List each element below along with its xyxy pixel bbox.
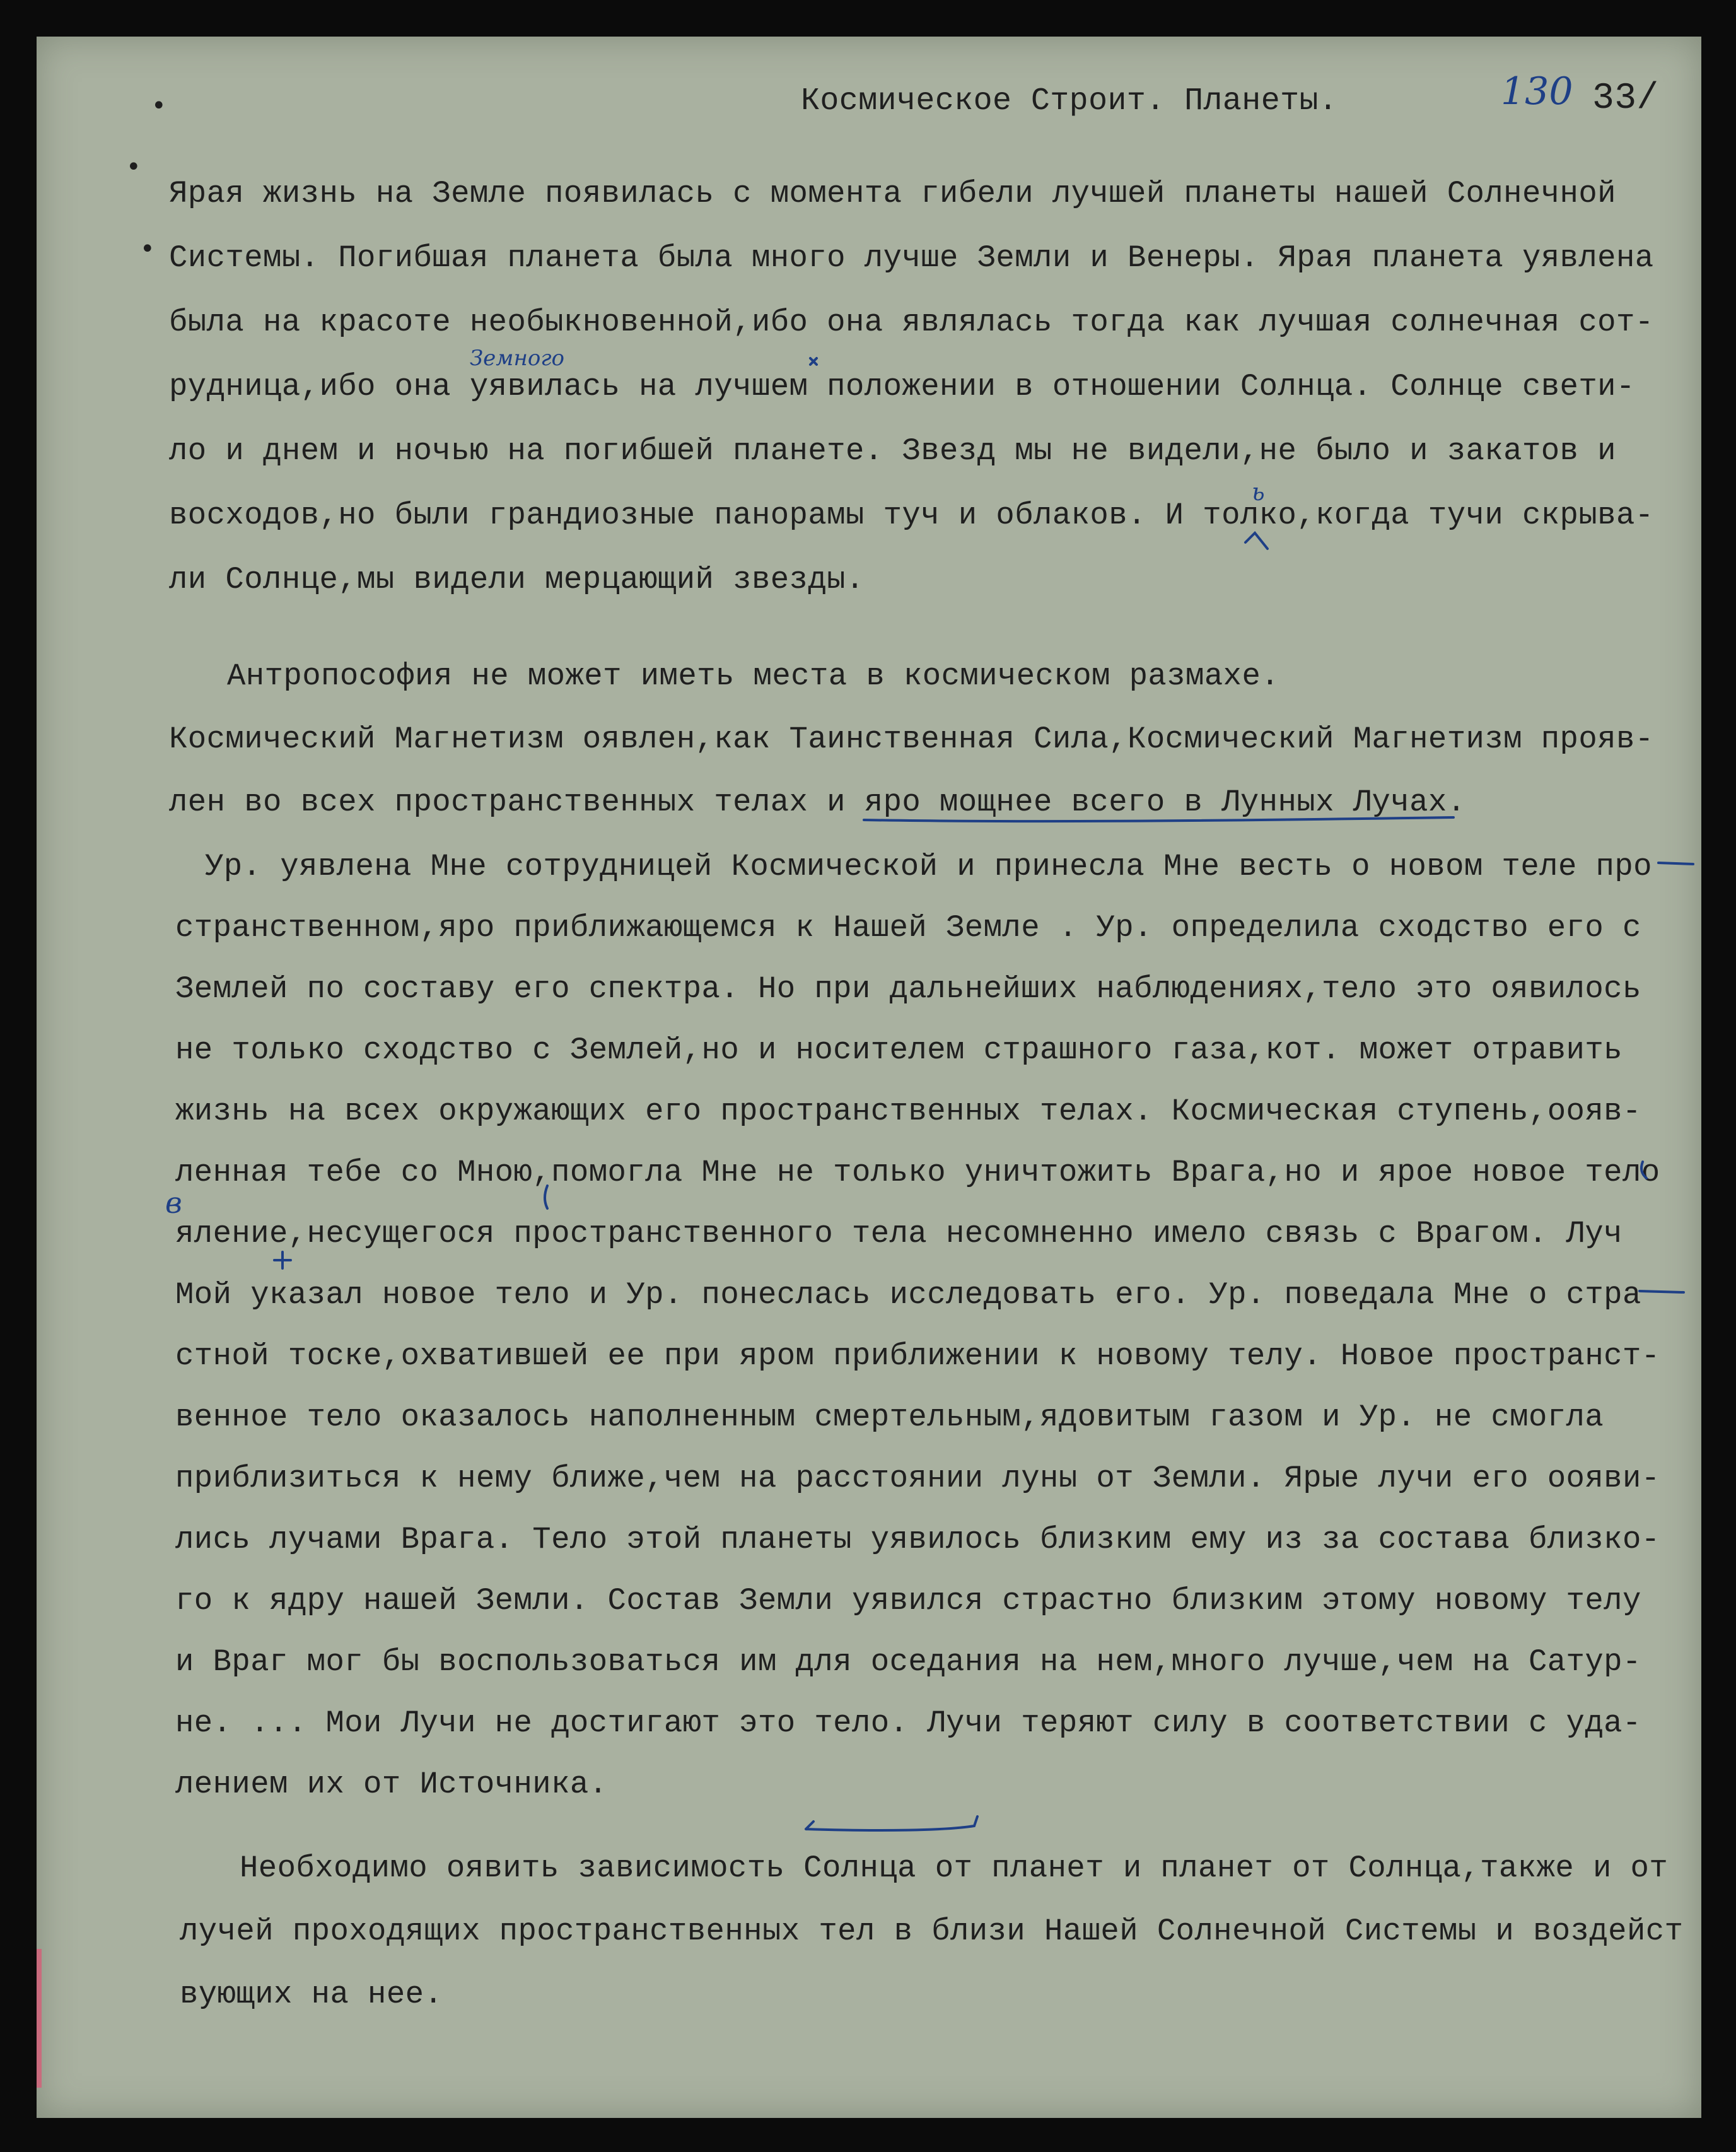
text-line: Космический Магнетизм оявлен,как Таинственная Сила,Космический Магнетизм прояв- — [169, 722, 1654, 757]
text-line: приблизиться к нему ближе,чем на расстоянии луны от Земли. Ярые лучи его оояви- — [175, 1461, 1660, 1496]
text-line: рудница,ибо она уявилась на лучшем положении в отношении Солнца. Солнце свети- — [169, 369, 1635, 404]
handwritten-insertion: Земного — [470, 346, 565, 371]
bracket-stroke — [806, 1816, 977, 1830]
caret-mark — [1245, 533, 1267, 549]
text-line: была на красоте необыкновенной,ибо она являлась тогда как лучшая солнечная сот- — [169, 305, 1654, 340]
margin-dot: • — [126, 153, 141, 182]
text-line: не. ... Мои Лучи не достигают это тело. Лучи теряют силу в соответствии с уда- — [175, 1705, 1641, 1741]
margin-tick — [1640, 1291, 1684, 1292]
typed-page-number: 33/ — [1592, 78, 1659, 119]
text-line: лучей проходящих пространственных тел в близи Нашей Солнечной Системы и воздейст — [180, 1914, 1684, 1949]
text-line: и Враг мог бы воспользоваться им для оседания на нем,много лучше,чем на Сатур- — [175, 1644, 1641, 1680]
margin-tick — [1658, 863, 1693, 864]
text-line: Системы. Погибшая планета была много лучше Земли и Венеры. Ярая планета уявлена — [169, 240, 1654, 276]
text-line: лен во всех пространственных телах и яро мощнее всего в Лунных Лучах. — [169, 785, 1466, 820]
comma-insert-mark — [545, 1186, 547, 1208]
cross-mark — [810, 358, 817, 365]
text-line: вующих на нее. — [180, 1977, 443, 2012]
handwritten-margin-letter: в — [165, 1186, 182, 1220]
text-line: го к ядру нашей Земли. Состав Земли уявился страстно близким этому новому телу — [175, 1583, 1641, 1618]
text-line: не только сходство с Землей,но и носителем страшного газа,кот. может отравить — [175, 1032, 1622, 1068]
text-line: лись лучами Врага. Тело этой планеты уявилось близким ему из за состава близко- — [175, 1522, 1660, 1557]
text-line: лением их от Источника. — [175, 1767, 608, 1802]
text-line: жизнь на всех окружающих его пространственных телах. Космическая ступень,оояв- — [175, 1094, 1641, 1129]
underline-stroke — [864, 817, 1453, 821]
handwritten-page-number: 130 — [1501, 69, 1573, 114]
margin-dot: • — [140, 235, 155, 264]
text-line: Антропософия не может иметь места в космическом размахе. — [227, 658, 1280, 694]
text-line: Ур. уявлена Мне сотрудницей Космической и принесла Мне весть о новом теле про — [205, 849, 1652, 884]
text-line: Мой указал новое тело и Ур. понеслась исследовать его. Ур. поведала Мне о стра — [175, 1277, 1641, 1313]
text-line: яление,несущегося пространственного тела несомненно имело связь с Врагом. Луч — [175, 1216, 1622, 1251]
text-line: Землей по составу его спектра. Но при дальнейших наблюдениях,тело это оявилось — [175, 971, 1641, 1007]
text-line: стной тоске,охватившей ее при яром приближении к новому телу. Новое пространст- — [175, 1338, 1660, 1374]
comma-insert-mark — [1641, 1162, 1646, 1178]
text-line: ленная тебе со Мною,помогла Мне не только уничтожить Врага,но и ярое новое тело — [175, 1155, 1660, 1190]
text-line: венное тело оказалось наполненным смертельным,ядовитым газом и Ур. не смогла — [175, 1400, 1604, 1435]
plus-mark — [274, 1252, 291, 1268]
text-line: ли Солнце,мы видели мерцающий звезды. — [169, 562, 865, 597]
text-line: Ярая жизнь на Земле появилась с момента гибели лучшей планеты нашей Солнечной — [169, 176, 1616, 211]
margin-dot: • — [151, 91, 166, 120]
page-title: Космическое Строит. Планеты. — [801, 83, 1338, 119]
handwritten-correction: ь — [1252, 478, 1265, 506]
text-line: ло и днем и ночью на погибшей планете. Звезд мы не видели,не было и закатов и — [169, 433, 1616, 469]
text-line: странственном,яро приближающемся к Нашей Земле . Ур. определила сходство его с — [175, 910, 1641, 945]
text-line: Необходимо оявить зависимость Солнца от планет и планет от Солнца,также и от — [240, 1851, 1669, 1886]
text-line: восходов,но были грандиозные панорамы туч и облаков. И толко,когда тучи скрыва- — [169, 498, 1654, 533]
